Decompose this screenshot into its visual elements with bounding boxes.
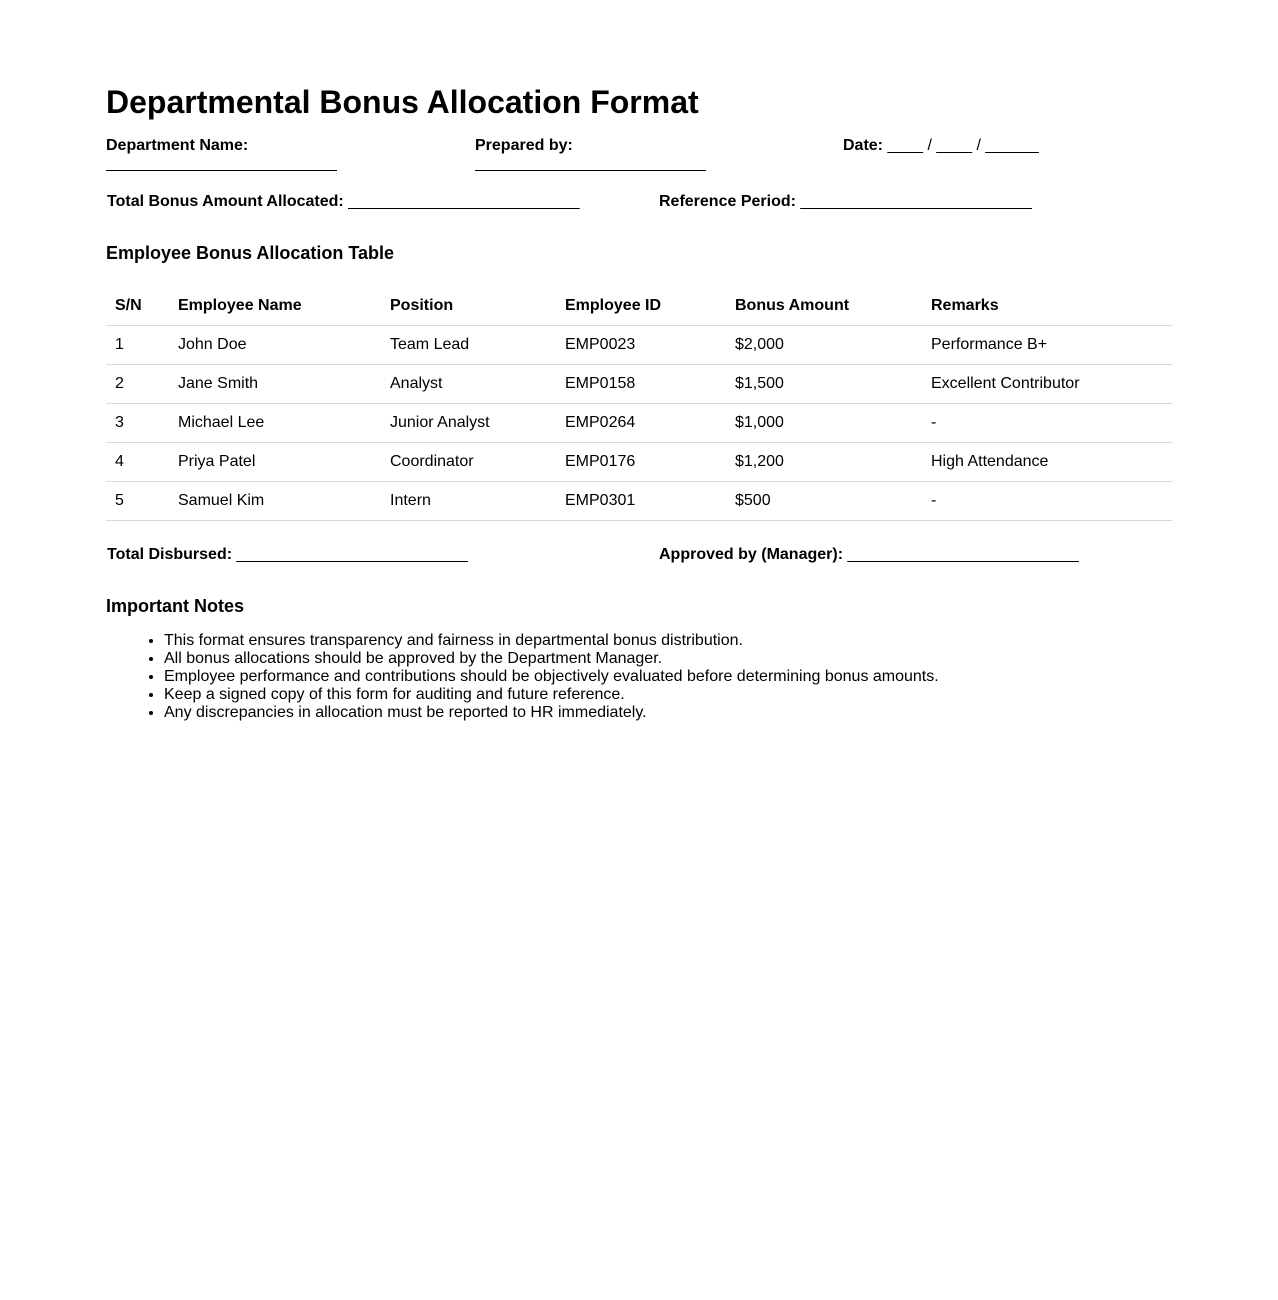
cell-employee-id: EMP0158	[556, 365, 726, 404]
cell-position: Coordinator	[381, 443, 556, 482]
list-item: • Employee performance and contributions should be objectively evaluated before determining bonus amounts.	[164, 668, 939, 686]
approved-by-label: Approved by (Manager):	[659, 546, 844, 563]
reference-period-label: Reference Period:	[659, 193, 796, 210]
cell-position: Team Lead	[381, 326, 556, 365]
column-header-sn: S/N	[106, 287, 169, 326]
approved-by-blank: __________________________	[847, 546, 1079, 563]
approved-by-field	[659, 545, 1079, 565]
table-row	[106, 482, 1172, 521]
cell-position: Intern	[381, 482, 556, 521]
date-blank: ____ / ____ / ______	[887, 137, 1039, 154]
cell-sn: 2	[106, 365, 169, 404]
reference-period-blank: __________________________	[800, 193, 1032, 210]
total-disbursed-label: Total Disbursed:	[107, 546, 233, 563]
prepared-by-line	[475, 170, 706, 171]
list-item: • Any discrepancies in allocation must be reported to HR immediately.	[164, 704, 939, 722]
total-bonus-field	[107, 192, 580, 212]
cell-bonus-amount: $2,000	[726, 326, 922, 365]
cell-employee-name: Priya Patel	[169, 443, 381, 482]
total-bonus-blank: __________________________	[348, 193, 580, 210]
cell-employee-name: Samuel Kim	[169, 482, 381, 521]
column-header-position: Position	[381, 287, 556, 326]
table-row	[106, 326, 1172, 365]
prepared-by-label: Prepared by:	[475, 137, 573, 154]
date-field	[843, 136, 1039, 156]
cell-remarks: -	[922, 482, 1172, 521]
table-row	[106, 404, 1172, 443]
cell-employee-name: Michael Lee	[169, 404, 381, 443]
column-header-employee-id: Employee ID	[556, 287, 726, 326]
list-item: • Keep a signed copy of this form for auditing and future reference.	[164, 686, 939, 704]
cell-sn: 5	[106, 482, 169, 521]
cell-employee-name: Jane Smith	[169, 365, 381, 404]
list-item: • This format ensures transparency and fairness in departmental bonus distribution.	[164, 632, 939, 650]
cell-employee-id: EMP0301	[556, 482, 726, 521]
total-bonus-label: Total Bonus Amount Allocated:	[107, 193, 344, 210]
cell-sn: 4	[106, 443, 169, 482]
notes-heading: Important Notes	[106, 596, 245, 616]
cell-bonus-amount: $1,500	[726, 365, 922, 404]
cell-employee-id: EMP0264	[556, 404, 726, 443]
table-row	[106, 443, 1172, 482]
cell-bonus-amount: $1,200	[726, 443, 922, 482]
notes-list	[106, 632, 939, 722]
reference-period-field	[659, 192, 1032, 212]
table-row	[106, 365, 1172, 404]
department-name-line	[106, 170, 337, 171]
cell-remarks: -	[922, 404, 1172, 443]
column-header-employee-name: Employee Name	[169, 287, 381, 326]
total-disbursed-blank: __________________________	[236, 546, 468, 563]
department-name-label: Department Name:	[106, 137, 249, 154]
column-header-remarks: Remarks	[922, 287, 1172, 326]
cell-remarks: Performance B+	[922, 326, 1172, 365]
cell-remarks: Excellent Contributor	[922, 365, 1172, 404]
column-header-bonus-amount: Bonus Amount	[726, 287, 922, 326]
table-heading: Employee Bonus Allocation Table	[106, 243, 395, 263]
cell-employee-name: John Doe	[169, 326, 381, 365]
cell-employee-id: EMP0023	[556, 326, 726, 365]
cell-position: Analyst	[381, 365, 556, 404]
table-header-row	[106, 287, 1172, 326]
list-item: • All bonus allocations should be approved by the Department Manager.	[164, 650, 939, 668]
cell-sn: 3	[106, 404, 169, 443]
cell-remarks: High Attendance	[922, 443, 1172, 482]
cell-bonus-amount: $500	[726, 482, 922, 521]
date-label: Date:	[843, 137, 884, 154]
cell-sn: 1	[106, 326, 169, 365]
cell-employee-id: EMP0176	[556, 443, 726, 482]
cell-position: Junior Analyst	[381, 404, 556, 443]
total-disbursed-field	[107, 545, 468, 565]
cell-bonus-amount: $1,000	[726, 404, 922, 443]
bonus-allocation-table	[106, 287, 1172, 521]
page-title: Departmental Bonus Allocation Format	[106, 84, 699, 120]
